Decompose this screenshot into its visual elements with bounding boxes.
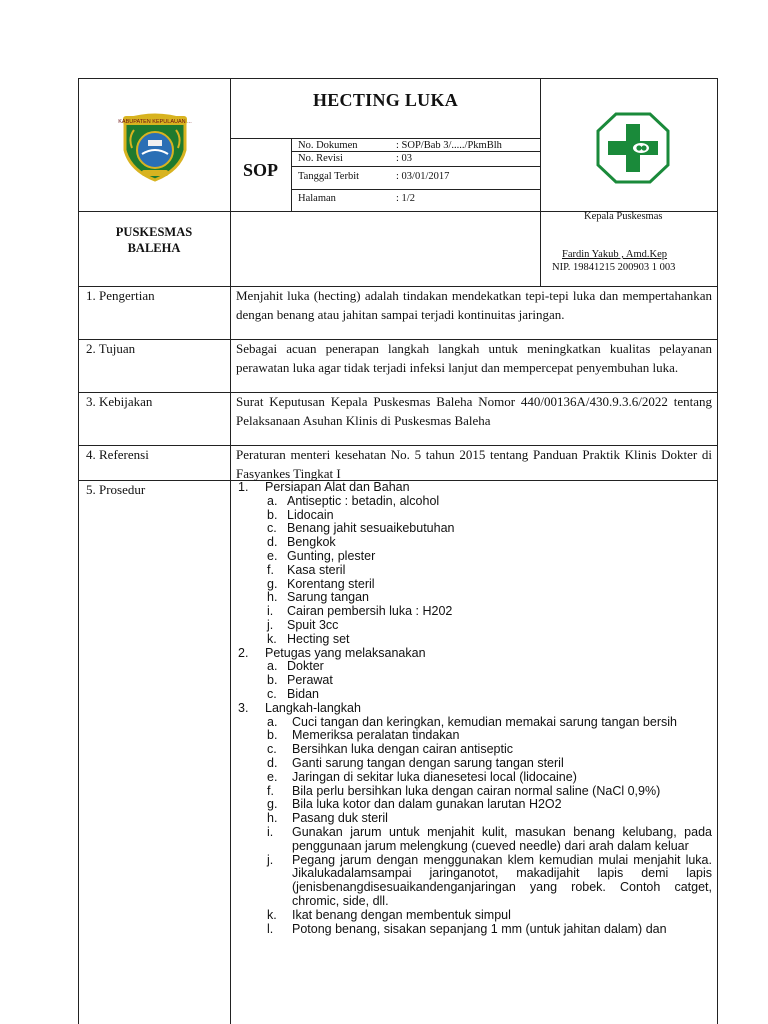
list-item: i. Gunakan jarum untuk menjahit kulit, masukan benang kelubang, pada penggunaan jarum melengkung (cueved needle) dari arah dalam keluar [267, 824, 712, 853]
puskesmas-cross-logo [596, 112, 670, 184]
title-bottom-line [230, 138, 541, 139]
group-title: Langkah-langkah [265, 700, 361, 715]
signature-name: Fardin Yakub , Amd.Kep [562, 249, 668, 260]
page-label: Halaman [298, 193, 336, 204]
revision-value: : 03 [396, 153, 413, 164]
list-item: f. Bila perlu bersihkan luka dengan cairan normal saline (NaCl 0,9%) [267, 783, 661, 798]
list-item: b. Memeriksa peralatan tindakan [267, 728, 460, 743]
list-item: k. Ikat benang dengan membentuk simpul [267, 907, 511, 922]
section-label-referensi: 4. Referensi [86, 447, 149, 462]
sop-divider [291, 138, 292, 211]
list-item: c. Bidan [267, 686, 319, 701]
section-text-referensi: Peraturan menteri kesehatan No. 5 tahun 2015 tentang Panduan Praktik Klinis Dokter di Fasyankes Tingkat I [236, 447, 712, 481]
group-number: 2. [238, 645, 249, 660]
doc-number-value: : SOP/Bab 3/...../PkmBlh [396, 140, 502, 151]
section-text-kebijakan: Surat Keputusan Kepala Puskesmas Baleha Nomor 440/00136A/430.9.3.6/2022 tentang Pelaksanaan Asuhan Klinis di Puskesmas Baleha [236, 394, 712, 428]
table-border-top [78, 78, 718, 79]
meta-row-line-3 [291, 189, 541, 190]
group-number: 1. [238, 480, 249, 494]
section-text-tujuan: Sebagai acuan penerapan langkah langkah untuk meningkatkan kualitas pelayanan perawatan luka agar tidak terjadi infeksi lanjut dan mempercepat penyembuhan luka. [236, 341, 712, 375]
organization-name-line1: PUSKESMAS [115, 225, 193, 239]
sop-label: SOP [242, 160, 278, 180]
procedure-group-heading [236, 481, 712, 495]
procedure-group-heading [236, 647, 712, 661]
section-label-pengertian: 1. Pengertian [86, 288, 155, 303]
section-label-kebijakan: 3. Kebijakan [86, 394, 153, 409]
list-item: e. Jaringan di sekitar luka dianesetesi local (lidocaine) [267, 769, 577, 784]
issue-date-value: : 03/01/2017 [396, 171, 450, 182]
list-item: e. Gunting, plester [267, 548, 376, 563]
list-item: h. Pasang duk steril [267, 811, 388, 826]
list-item: l. Potong benang, sisakan sepanjang 1 mm (untuk jahitan dalam) dan [267, 921, 667, 936]
list-item: f. Kasa steril [267, 562, 346, 577]
list-item: g. Korentang steril [267, 576, 375, 591]
organization-name-line2: BALEHA [127, 241, 181, 255]
document-title: HECTING LUKA [312, 90, 459, 110]
list-item: j. Spuit 3cc [267, 617, 339, 632]
procedure-list [236, 481, 712, 936]
list-item: i. Cairan pembersih luka : H202 [267, 604, 453, 619]
doc-number-label: No. Dokumen [298, 140, 358, 151]
meta-row-line-2 [291, 166, 541, 167]
section-label-tujuan: 2. Tujuan [86, 341, 136, 356]
section-text-pengertian: Menjahit luka (hecting) adalah tindakan mendekatkan tepi-tepi luka dan mempertahankan dengan benang atau jahitan sampai terjadi kontinuitas jaringan. [236, 288, 712, 322]
list-item: h. Sarung tangan [267, 590, 370, 605]
group-title: Persiapan Alat dan Bahan [265, 480, 410, 494]
list-item: g. Bila luka kotor dan dalam gunakan larutan H2O2 [267, 797, 562, 812]
organization-name [78, 224, 230, 256]
svg-text:KABUPATEN KEPULAUAN ...: KABUPATEN KEPULAUAN ... [118, 119, 192, 125]
list-item: b. Lidocain [267, 507, 334, 522]
list-item: d. Ganti sarung tangan dengan sarung tangan steril [267, 755, 564, 770]
list-item: b. Perawat [267, 673, 333, 688]
table-border-right [717, 78, 718, 1024]
group-title: Petugas yang melaksanakan [265, 645, 426, 660]
list-item: d. Bengkok [267, 535, 336, 550]
list-item: c. Bersihkan luka dengan cairan antiseptic [267, 742, 513, 757]
list-item: k. Hecting set [267, 631, 350, 646]
meta-row-line-1 [291, 151, 541, 152]
list-item: j. Pegang jarum dengan menggunakan klem kemudian mulai menjahit luka. Jikalukadalamsampai jaringanotot, makadijahit lapis demi lapis (jenisbenangdisesuaikandenganjaringan yang robek. Contoh catget, chromic, side, dll. [267, 852, 712, 908]
signature-nip: NIP. 19841215 200903 1 003 [552, 262, 676, 273]
section-label-prosedur: 5. Prosedur [86, 482, 146, 497]
label-column-divider [230, 286, 231, 1024]
table-border-left [78, 78, 79, 1024]
group-number: 3. [238, 700, 249, 715]
signature-role: Kepala Puskesmas [584, 211, 663, 222]
revision-label: No. Revisi [298, 153, 343, 164]
page-value: : 1/2 [396, 193, 415, 204]
list-item: c. Benang jahit sesuaikebutuhan [267, 521, 455, 536]
list-item: a. Antiseptic : betadin, alcohol [267, 493, 440, 508]
list-item: a. Dokter [267, 659, 324, 674]
procedure-group-heading [236, 702, 712, 716]
issue-date-label: Tanggal Terbit [298, 171, 360, 182]
regency-emblem-logo [118, 108, 192, 182]
list-item: a. Cuci tangan dan keringkan, kemudian memakai sarung tangan bersih [267, 714, 677, 729]
